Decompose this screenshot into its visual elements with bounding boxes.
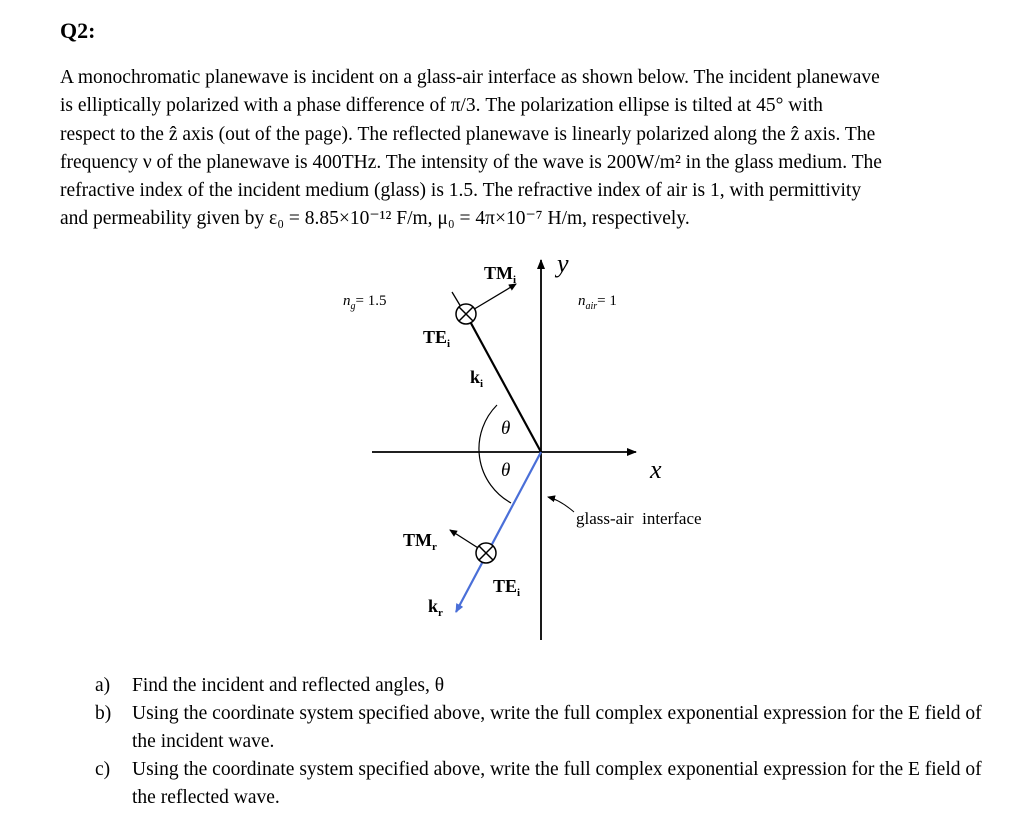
theta-bottom-label: θ [501, 460, 511, 481]
k-r-label: $k_r$ [428, 596, 443, 619]
theta-top-label: θ [501, 418, 511, 439]
te-i-bottom-symbol [476, 543, 496, 563]
part-c [95, 756, 1005, 812]
problem-line: is elliptically polarized with a phase difference of π/3. The polarization ellipse is tilted at 45° with [60, 95, 823, 117]
part-label: a) [95, 675, 111, 696]
problem-line: refractive index of the incident medium (glass) is 1.5. The refractive index of air is 1, with permittivity [60, 180, 862, 202]
problem-line: A monochromatic planewave is incident on a glass-air interface as shown below. The incident planewave [60, 67, 880, 88]
n-glass-label: $n_g= 1.5$ [343, 293, 387, 312]
x-axis-label: x [650, 455, 662, 484]
te-i-top-label: $TE_i$ [423, 327, 451, 350]
part-b [95, 700, 1005, 756]
part-label: b) [95, 703, 112, 724]
n-air-label: $n_{air}= 1$ [578, 293, 617, 312]
tm-r-label: $TM_r$ [403, 530, 437, 553]
k-i-label: $k_i$ [470, 367, 484, 390]
problem-line: and permeability given by ε₀ = 8.85×10⁻¹² F/m, μ₀ = 4π×10⁻⁷ H/m, respectively. [60, 208, 690, 230]
part-label: c) [95, 759, 111, 780]
interface-pointer [548, 497, 574, 512]
te-i-top-symbol [456, 304, 476, 324]
question-parts [95, 672, 1005, 812]
te-i-bottom-label: $TE_i$ [493, 576, 521, 599]
problem-line: respect to the ẑ axis (out of the page). The reflected planewave is linearly polarized along the ẑ axis. The [60, 123, 876, 145]
y-axis-label: y [557, 249, 569, 278]
part-text: Using the coordinate system specified above, write the full complex exponential expression for the E field of the incident wave. [132, 703, 982, 752]
part-text: Using the coordinate system specified above, write the full complex exponential expression for the E field of the reflected wave. [132, 759, 982, 808]
part-text: Find the incident and reflected angles, θ [132, 675, 445, 696]
problem-line: frequency ν of the planewave is 400THz. The intensity of the wave is 200W/m² in the glass medium. The [60, 151, 882, 173]
tm-i-label: $TM_i$ [484, 263, 517, 286]
interface-label: glass-air interface [576, 509, 702, 528]
part-a [95, 672, 1005, 700]
question-label: Q2: [60, 18, 96, 43]
